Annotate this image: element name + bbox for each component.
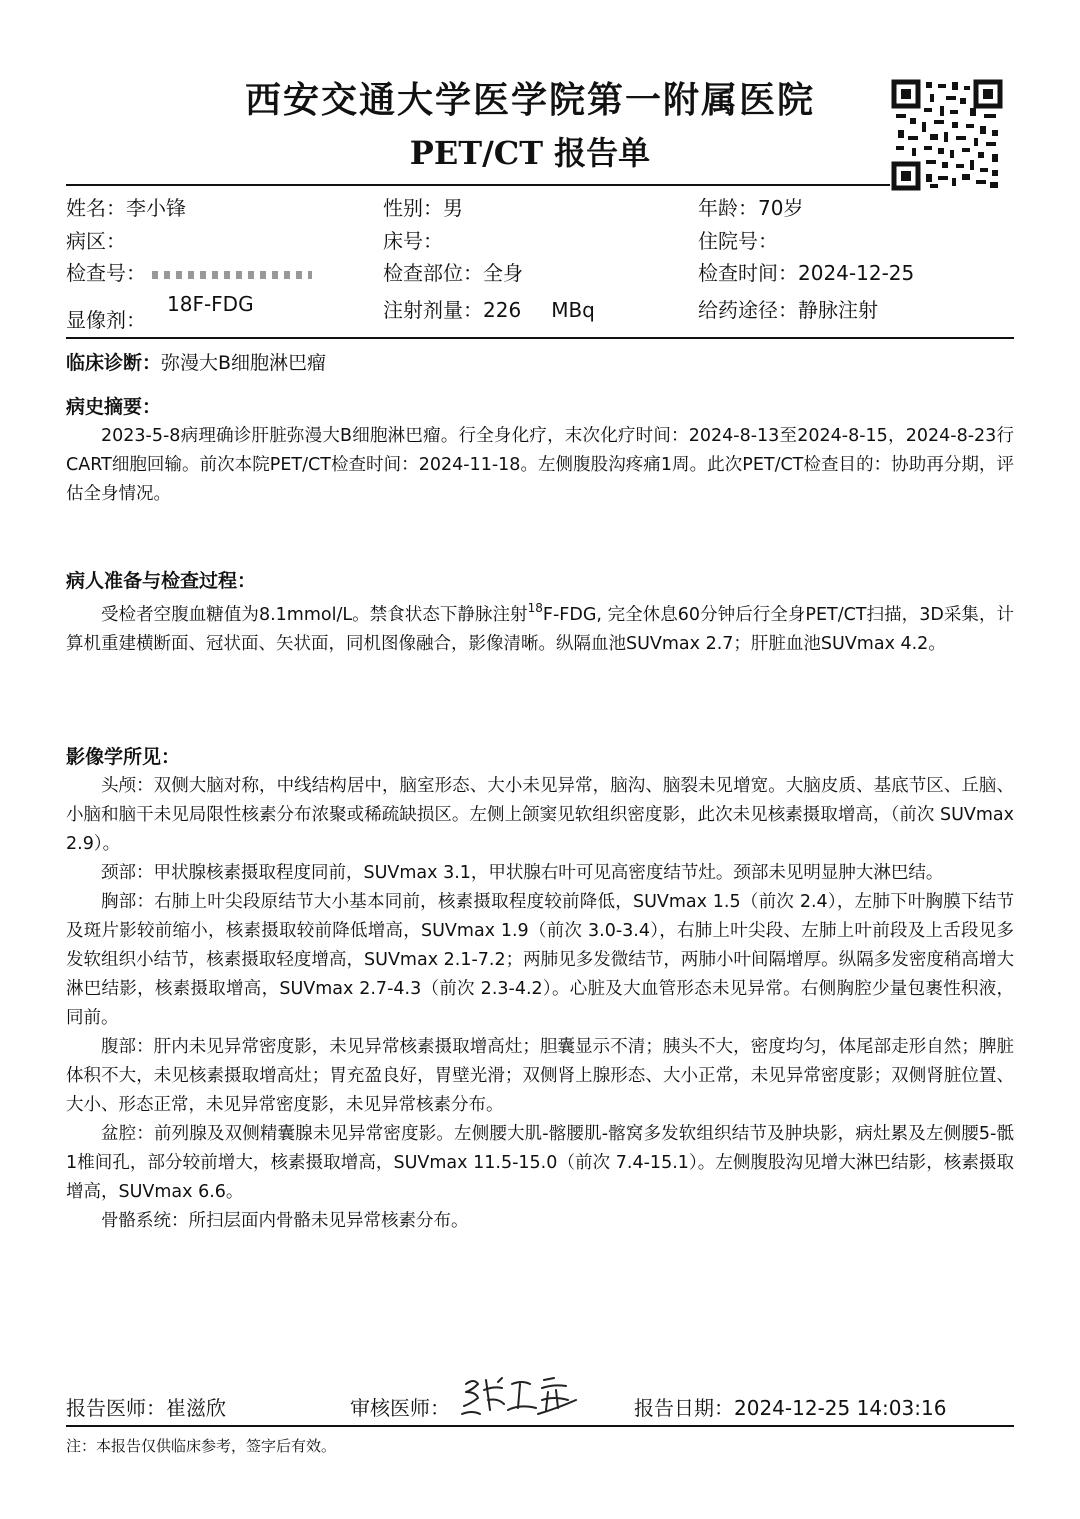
patient-age: 70岁 <box>758 196 804 220</box>
footer-rule <box>66 1425 1014 1427</box>
findings-text-block <box>66 772 1014 1236</box>
exam-no-label: 检查号： <box>66 261 146 285</box>
reporter-label: 报告医师： <box>66 1396 166 1420</box>
clinical-diagnosis-label: 临床诊断： <box>66 352 162 374</box>
dose-unit: MBq <box>551 298 595 322</box>
report-title: PET/CT 报告单 <box>409 134 651 172</box>
clinical-diagnosis-row <box>66 348 326 375</box>
exam-part-row <box>383 257 523 286</box>
findings-neck: 颈部：甲状腺核素摄取程度同前，SUVmax 3.1，甲状腺右叶可见高密度结节灶。颈部未见明显肿大淋巴结。 <box>101 863 944 883</box>
exam-part-label: 检查部位： <box>383 261 483 285</box>
exam-time-label: 检查时间： <box>698 261 798 285</box>
report-date-row <box>634 1392 946 1421</box>
patient-gender-row <box>383 192 463 221</box>
dose-value: 226 <box>483 298 522 322</box>
ward-row <box>66 225 126 254</box>
report-date-value: 2024-12-25 14:03:16 <box>734 1396 947 1420</box>
exam-time-row <box>698 257 914 286</box>
route-label: 给药途径： <box>698 298 798 322</box>
clinical-diagnosis-value: 弥漫大B细胞淋巴瘤 <box>161 352 327 374</box>
exam-time-value: 2024-12-25 <box>798 261 915 285</box>
history-title: 病史摘要： <box>66 396 162 418</box>
reporter-row <box>66 1392 226 1421</box>
disclaimer-note: 注：本报告仅供临床参考，签字后有效。 <box>66 1437 337 1455</box>
procedure-text <box>66 601 1014 659</box>
procedure-text-a: 受检者空腹血糖值为8.1mmol/L。禁食状态下静脉注射 <box>101 605 528 625</box>
hospital-name: 西安交通大学医学院第一附属医院 <box>244 79 815 121</box>
gender-label: 性别： <box>383 196 443 220</box>
exam-part-value: 全身 <box>483 261 523 285</box>
procedure-text-block <box>66 601 1014 659</box>
patient-age-row <box>698 192 803 221</box>
info-rule <box>66 337 1014 339</box>
qr-code-icon <box>890 78 1004 192</box>
findings-pelvis: 盆腔：前列腺及双侧精囊腺未见异常密度影。左侧腰大肌-髂腰肌-髂窝多发软组织结节及肿块影，病灶累及左侧腰5-骶1椎间孔，部分较前增大，核素摄取增高，SUVmax 11.5-15.0（前次 7.4-15.1）。左侧腹股沟见增大淋巴结影，核素摄取增高，SUVmax 6.6。 <box>66 1124 1014 1202</box>
history-text-block <box>66 422 1014 509</box>
procedure-text-b: F-FDG, 完全休息60分钟后行全身PET/CT扫描，3D采集，计算机重建横断面、冠状面、矢状面，同机图像融合，影像清晰。纵隔血池SUVmax 2.7；肝脏血池SUVmax 4.2。 <box>66 605 1015 654</box>
exam-no-row <box>66 257 312 286</box>
route-row <box>698 294 878 323</box>
route-value: 静脉注射 <box>798 298 878 322</box>
history-text: 2023-5-8病理确诊肝脏弥漫大B细胞淋巴瘤。行全身化疗，末次化疗时间：2024-8-13至2024-8-15，2024-8-23行CART细胞回输。前次本院PET/CT检查时间：2024-11-18。左侧腹股沟疼痛1周。此次PET/CT检查目的：协助再分期，评估全身情况。 <box>66 426 1014 504</box>
bed-row <box>383 225 443 254</box>
header-rule <box>66 184 890 186</box>
agent-label: 显像剂： <box>66 308 146 332</box>
findings-head: 头颅：双侧大脑对称，中线结构居中，脑室形态、大小未见异常，脑沟、脑裂未见增宽。大脑皮质、基底节区、丘脑、小脑和脑干未见局限性核素分布浓聚或稀疏缺损区。左侧上颌窦见软组织密度影，此次未见核素摄取增高，（前次 SUVmax 2.9）。 <box>66 776 1014 854</box>
report-date-label: 报告日期： <box>634 1396 734 1420</box>
reviewer-label: 审核医师： <box>350 1396 450 1420</box>
reporter-name: 崔滋欣 <box>166 1396 226 1420</box>
age-label: 年龄： <box>698 196 758 220</box>
procedure-title: 病人准备与检查过程： <box>66 570 257 592</box>
findings-title: 影像学所见： <box>66 746 181 768</box>
bed-label: 床号： <box>383 229 443 253</box>
name-label: 姓名： <box>66 196 126 220</box>
reviewer-signature <box>458 1370 588 1420</box>
exam-no-redacted <box>152 271 312 279</box>
patient-name: 李小锋 <box>126 196 186 220</box>
reviewer-row <box>350 1392 450 1421</box>
admission-row <box>698 225 778 254</box>
admission-label: 住院号： <box>698 229 778 253</box>
findings-abdomen: 腹部：肝内未见异常密度影，未见异常核素摄取增高灶；胆囊显示不清；胰头不大，密度均匀，体尾部走形自然；脾脏体积不大，未见核素摄取增高灶；胃充盈良好，胃壁光滑；双侧肾上腺形态、大小正常，未见异常密度影；双侧肾脏位置、大小、形态正常，未见异常密度影，未见异常核素分布。 <box>66 1037 1014 1115</box>
dose-row <box>383 294 595 323</box>
dose-label: 注射剂量： <box>383 298 483 322</box>
ward-label: 病区： <box>66 229 126 253</box>
isotope-superscript: 18 <box>527 601 543 615</box>
agent-value: 18F-FDG <box>167 292 254 316</box>
findings-chest: 胸部：右肺上叶尖段原结节大小基本同前，核素摄取程度较前降低，SUVmax 1.5（前次 2.4），左肺下叶胸膜下结节及斑片影较前缩小，核素摄取较前降低增高，SUVmax 1.9（前次 3.0-3.4），右肺上叶尖段、左肺上叶前段及上舌段见多发软组织小结节，核素摄取轻度增高，SUVmax 2.1-7.2；两肺见多发微结节，两肺小叶间隔增厚。纵隔多发密度稍高增大淋巴结影，核素摄取增高，SUVmax 2.7-4.3（前次 2.3-4.2）。心脏及大血管形态未见异常。右侧胸腔少量包裹性积液，同前。 <box>66 892 1014 1028</box>
patient-name-row <box>66 192 186 221</box>
agent-row <box>66 304 146 333</box>
findings-bone: 骨骼系统：所扫层面内骨骼未见异常核素分布。 <box>101 1211 469 1231</box>
patient-gender: 男 <box>443 196 463 220</box>
